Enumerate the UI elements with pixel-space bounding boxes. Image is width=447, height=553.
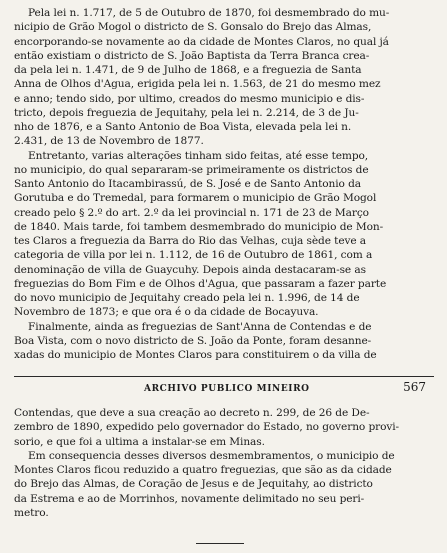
text-line: 2.431, de 13 de Novembro de 1877. — [14, 135, 204, 148]
text-block-bottom — [14, 406, 434, 520]
text-line: denominação de villa de Guaycuhy. Depois ainda destacaram-se as — [14, 263, 366, 276]
text-line: e anno; tendo sido, por ultimo, creados do mesmo municipio e dis- — [14, 92, 365, 105]
text-line: da pela lei n. 1.471, de 9 de Julho de 1868, e a freguezia de Santa — [14, 64, 362, 76]
running-header — [14, 376, 434, 394]
text-line: Pela lei n. 1.717, de 5 de Outubro de 1870, foi desmembrado do mu- — [28, 7, 390, 19]
text-line: freguezias do Bom Fim e de Olhos d'Agua, que passaram a fazer parte — [14, 277, 387, 290]
text-line: categoria de villa por lei n. 1.112, de 16 de Outubro de 1861, com a — [14, 249, 373, 262]
text-line: Santo Antonio do Itacambirassú, de S. José e de Santo Antonio da — [14, 178, 361, 190]
text-line: Anna de Olhos d'Agua, erigida pela lei n. 1.563, de 21 do mesmo mez — [14, 78, 381, 91]
paragraph-3 — [14, 320, 434, 363]
text-line: Gorutuba e do Tremedal, para formarem o municipio de Grão Mogol — [14, 192, 377, 205]
paragraph-5 — [14, 449, 434, 520]
journal-title: ARCHIVO PUBLICO MINEIRO — [144, 384, 310, 394]
text-line: de 1840. Mais tarde, foi tambem desmembrado do municipio de Mon- — [14, 220, 384, 233]
text-line: Em consequencia desses diversos desmembramentos, o municipio de — [28, 449, 395, 462]
text-line: Montes Claros ficou reduzido a quatro freguezias, que são as da cidade — [14, 464, 392, 476]
text-line: tes Claros a freguezia da Barra do Rio das Velhas, cuja sède teve a — [14, 235, 367, 247]
text-line: então existiam o districto de S. João Baptista da Terra Branca crea- — [14, 49, 370, 62]
text-line: Finalmente, ainda as freguezias de Sant'Anna de Contendas e de — [28, 320, 372, 333]
section-divider — [196, 543, 244, 544]
text-line: xadas do municipio de Montes Claros para constituirem o da villa de — [14, 349, 377, 361]
text-line: zembro de 1890, expedido pelo governador do Estado, no governo provi- — [14, 421, 400, 434]
text-line: Boa Vista, com o novo districto de S. João da Ponte, foram desanne- — [14, 334, 372, 347]
paragraph-2 — [14, 149, 434, 320]
text-line: do novo municipio de Jequitahy creado pela lei n. 1.996, de 14 de — [14, 292, 360, 304]
text-line: no municipio, do qual separaram-se primeiramente os districtos de — [14, 163, 369, 176]
text-line: Novembro de 1873; e que ora é o da cidade de Bocayuva. — [14, 306, 319, 319]
text-line: metro. — [14, 506, 49, 519]
text-line: nicipio de Grão Mogol o districto de S. Gonsalo do Brejo das Almas, — [14, 21, 372, 34]
text-block-top — [14, 6, 434, 362]
text-line: da Estrema e ao de Morrinhos, novamente delimitado no seu peri- — [14, 492, 365, 505]
text-line: creado pelo § 2.º do art. 2.º da lei provincial n. 171 de 23 de Março — [14, 206, 369, 219]
text-line: Contendas, que deve a sua creação ao decreto n. 299, de 26 de De- — [14, 407, 370, 419]
paragraph-1 — [14, 6, 434, 149]
text-line: tricto, depois freguezia de Jequitahy, pela lei n. 2.214, de 3 de Ju- — [14, 106, 359, 119]
text-line: nho de 1876, e a Santo Antonio de Boa Vista, elevada pela lei n. — [14, 121, 352, 133]
text-line: sorio, e que foi a ultima a instalar-se em Minas. — [14, 435, 265, 448]
text-line: encorporando-se novamente ao da cidade de Montes Claros, no qual já — [14, 35, 389, 48]
text-line: Entretanto, varias alterações tinham sido feitas, até esse tempo, — [28, 149, 369, 162]
paragraph-4 — [14, 406, 434, 449]
text-line: do Brejo das Almas, de Coração de Jesus e de Jequitahy, ao districto — [14, 478, 373, 491]
page-number: 567 — [403, 380, 426, 394]
